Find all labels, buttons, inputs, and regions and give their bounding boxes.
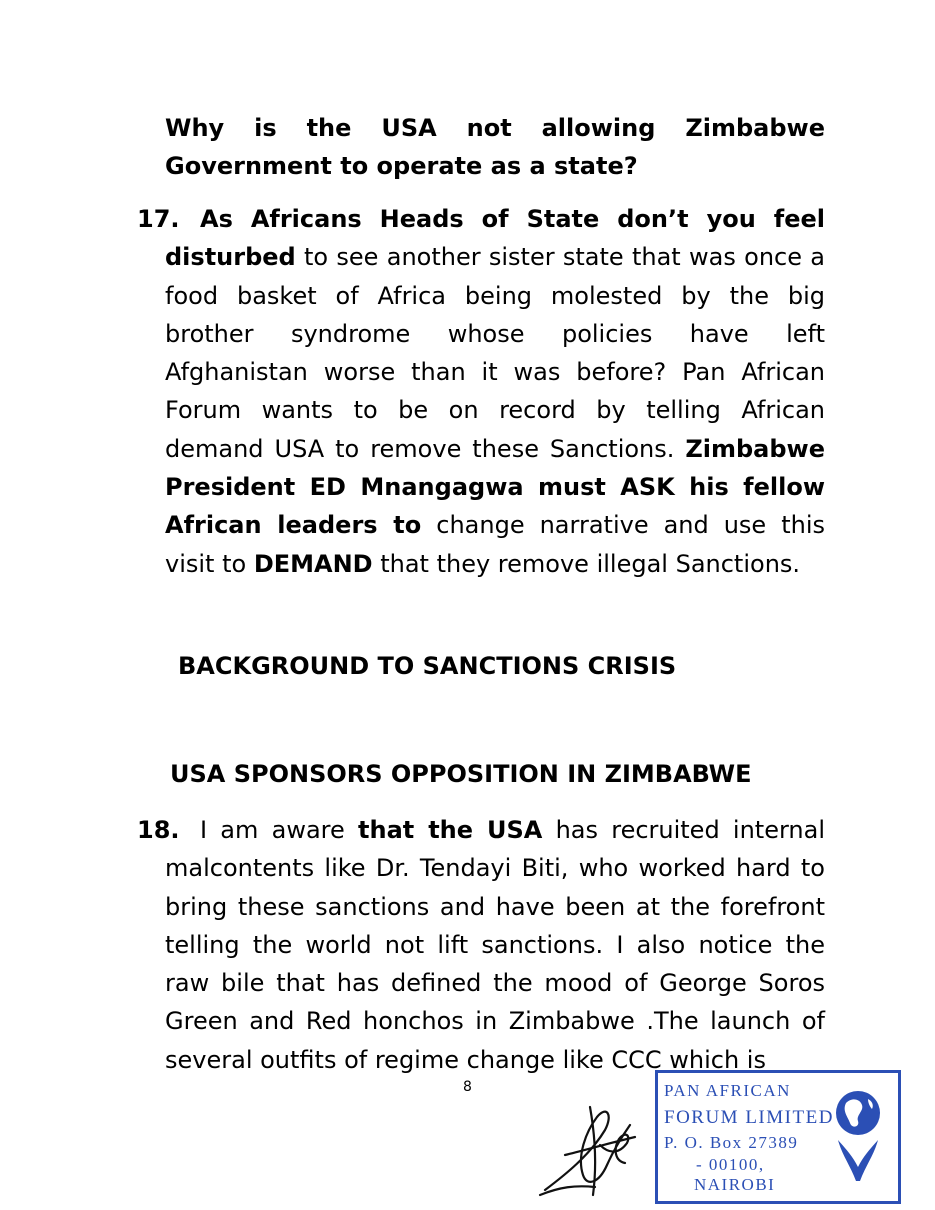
- company-stamp: [655, 1070, 901, 1204]
- globe-icon: [828, 1085, 888, 1185]
- stamp-line-4: - 00100,: [696, 1155, 765, 1174]
- para17-bold-3: DEMAND: [253, 549, 373, 578]
- para18-text-2: has recruited internal malcontents like Dr. Tendayi Biti, who worked hard to bring these sanctions and have been at the forefront telling the world not lift sanctions. I also notice the raw bile that has defined the mood of George Soros Green and Red honchos in Zimbabwe .The launch of several outfits of regime change like CCC which is: [165, 816, 825, 1074]
- para17-bold-2: Zimbabwe President ED Mnangagwa must ASK his fellow African leaders to: [165, 434, 825, 540]
- signature-icon: [535, 1095, 655, 1205]
- para17-text-3: that they remove illegal Sanctions.: [372, 549, 801, 578]
- question-paragraph: [165, 109, 825, 186]
- para18-bold-1: that the USA: [358, 816, 543, 844]
- stamp-line-5: NAIROBI: [694, 1175, 776, 1194]
- stamp-line-2: FORUM LIMITED: [664, 1107, 834, 1128]
- para17-bold-lead: As Africans Heads of State don’t you feel disturbed: [165, 205, 825, 272]
- heading-background: BACKGROUND TO SANCTIONS CRISIS: [178, 652, 677, 680]
- para18-text-1: I am aware: [200, 816, 359, 844]
- paragraph-17: [137, 200, 825, 583]
- page-number: 8: [463, 1079, 472, 1095]
- stamp-line-3: P. O. Box 27389: [664, 1133, 799, 1152]
- paragraph-18: [137, 811, 825, 1079]
- question-text: Why is the USA not allowing Zimbabwe Government to operate as a state?: [165, 114, 825, 181]
- paragraph-number-18: 18.: [137, 816, 180, 844]
- para17-text-2: change narrative and use this visit to: [165, 511, 825, 578]
- stamp-line-1: PAN AFRICAN: [664, 1081, 791, 1100]
- para17-text-1: to see another sister state that was once a food basket of Africa being molested by the big brother syndrome whose policies have left Afghanistan worse than it was before? Pan African Forum wants to be on record by telling African demand USA to remove these Sanctions.: [165, 243, 825, 463]
- paragraph-number-17: 17.: [137, 205, 180, 233]
- heading-usa-sponsors: USA SPONSORS OPPOSITION IN ZIMBABWE: [170, 760, 752, 788]
